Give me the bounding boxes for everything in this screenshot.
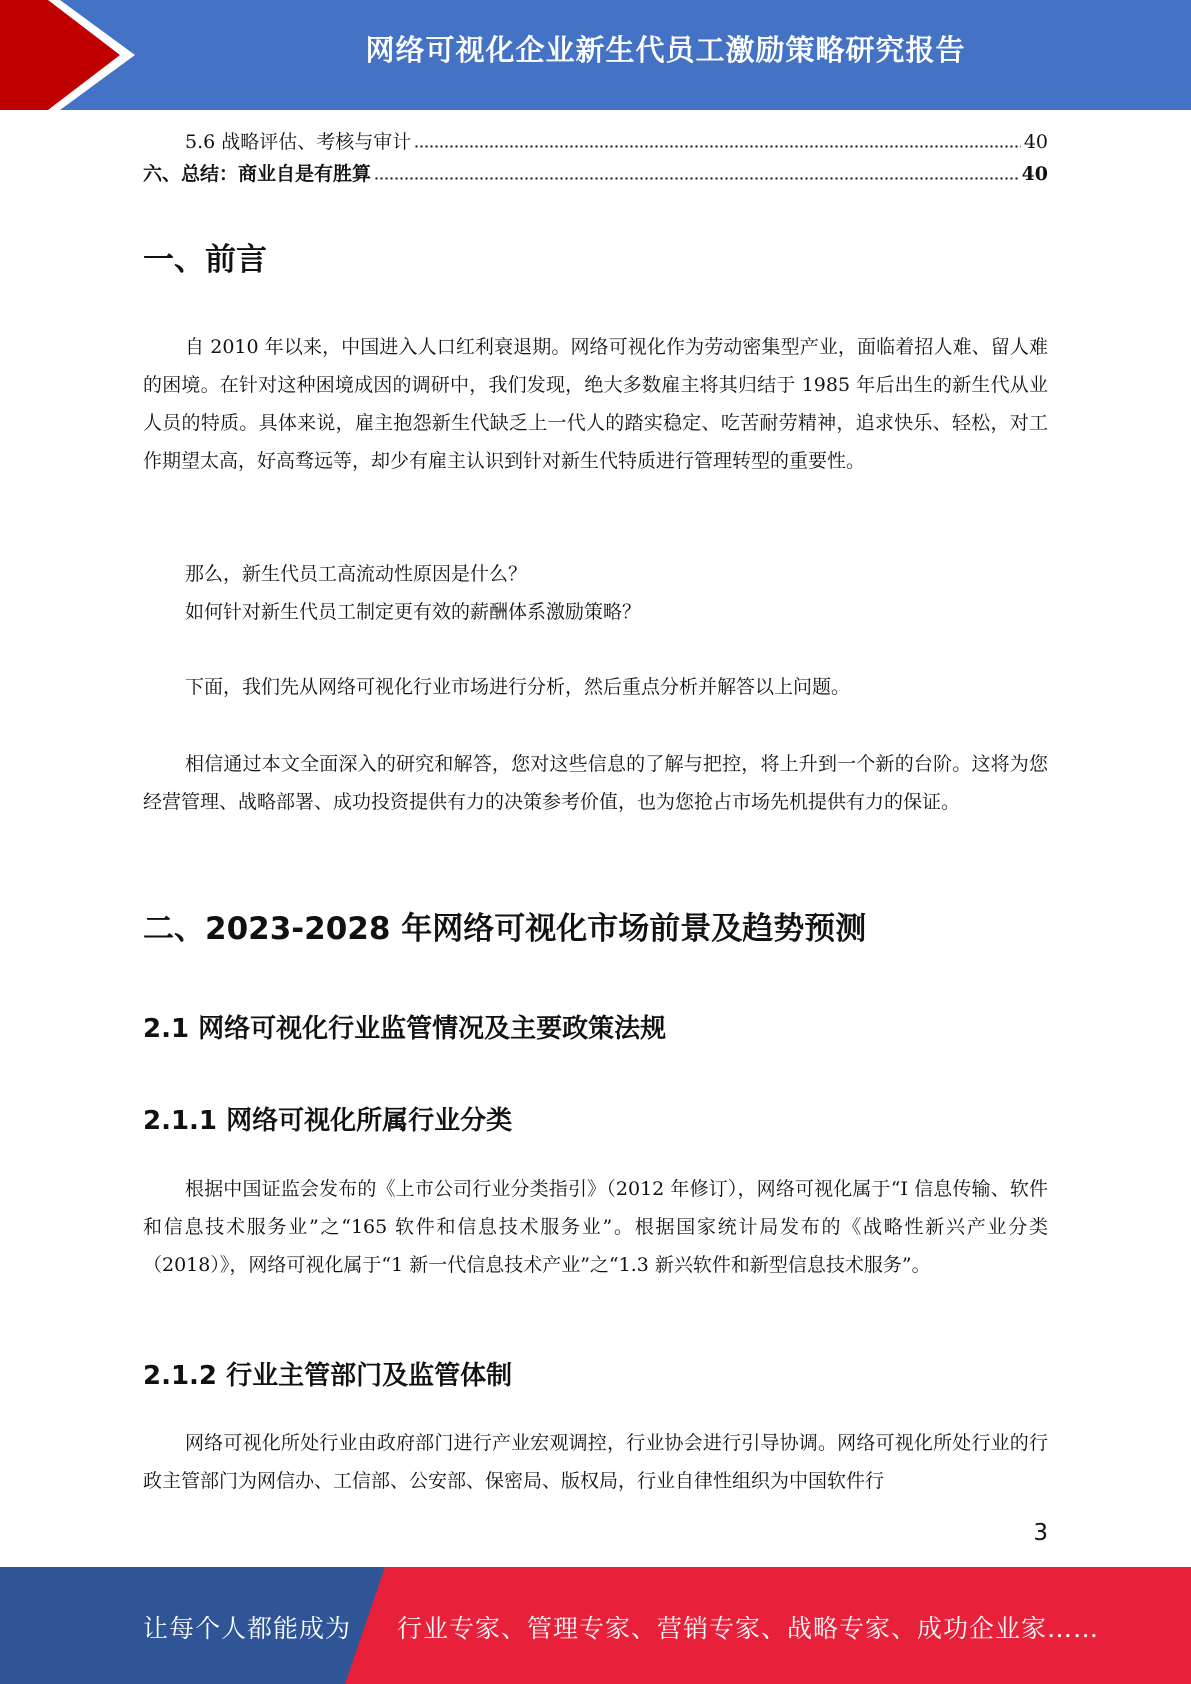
page-number: 3 xyxy=(1033,1520,1048,1546)
subsection-heading-2-1: 2.1 网络可视化行业监管情况及主要政策法规 xyxy=(143,1014,667,1044)
toc-entry-6[interactable] xyxy=(143,160,1048,188)
toc-dot-leader xyxy=(414,144,1021,149)
footer-slogan-right: 行业专家、管理专家、营销专家、战略专家、成功企业家…… xyxy=(397,1614,1100,1643)
subsection-heading-2-1-2: 2.1.2 行业主管部门及监管体制 xyxy=(143,1361,513,1391)
toc-dot-leader xyxy=(374,176,1019,181)
paragraph-question-1: 那么，新生代员工高流动性原因是什么？ xyxy=(185,563,528,585)
section-heading-market-outlook: 二、2023-2028 年网络可视化市场前景及趋势预测 xyxy=(143,911,867,947)
paragraph-analysis-plan: 下面，我们先从网络可视化行业市场进行分析，然后重点分析并解答以上问题。 xyxy=(185,676,851,698)
toc-entry-page: 40 xyxy=(1021,163,1048,185)
paragraph-industry-classification: 根据中国证监会发布的《上市公司行业分类指引》（2012 年修订），网络可视化属于“I 信息传输、软件和信息技术服务业”之“165 软件和信息技术服务业”。根据国家统计局发布的《战略性新兴产业分类（2018）》，网络可视化属于“1 新一代信息技术产业”之“1.3 新兴软件和新型信息技术服务”。 xyxy=(143,1178,1048,1276)
subsection-heading-2-1-1: 2.1.1 网络可视化所属行业分类 xyxy=(143,1106,513,1136)
paragraph-regulation: 网络可视化所处行业由政府部门进行产业宏观调控，行业协会进行引导协调。网络可视化所处行业的行政主管部门为网信办、工信部、公安部、保密局、版权局，行业自律性组织为中国软件行 xyxy=(143,1432,1048,1492)
toc-entry-text: 六、总结：商业自是有胜算 xyxy=(143,163,372,185)
toc-entry-5-6[interactable] xyxy=(143,128,1048,156)
page-header xyxy=(0,0,1191,110)
paragraph-value-statement: 相信通过本文全面深入的研究和解答，您对这些信息的了解与把控，将上升到一个新的台阶。这将为您经营管理、战略部署、成功投资提供有力的决策参考价值，也为您抢占市场先机提供有力的保证。 xyxy=(143,753,1048,813)
footer-slogan-left: 让每个人都能成为 xyxy=(143,1614,352,1643)
paragraph-question-2: 如何针对新生代员工制定更有效的薪酬体系激励策略？ xyxy=(185,601,642,623)
header-title: 网络可视化企业新生代员工激励策略研究报告 xyxy=(365,33,966,67)
toc-entry-text: 5.6 战略评估、考核与审计 xyxy=(185,131,412,153)
page-footer xyxy=(0,1567,1191,1684)
section-heading-preface: 一、前言 xyxy=(143,242,267,278)
toc-entry-page: 40 xyxy=(1023,131,1048,153)
header-red-arrow-graphic xyxy=(0,0,160,110)
paragraph-preface-intro: 自 2010 年以来，中国进入人口红利衰退期。网络可视化作为劳动密集型产业，面临着招人难、留人难的困境。在针对这种困境成因的调研中，我们发现，绝大多数雇主将其归结于 1985 年后出生的新生代从业人员的特质。具体来说，雇主抱怨新生代缺乏上一代人的踏实稳定、吃苦耐劳精神，追求快乐、轻松，对工作期望太高，好高骛远等，却少有雇主认识到针对新生代特质进行管理转型的重要性。 xyxy=(143,336,1048,472)
